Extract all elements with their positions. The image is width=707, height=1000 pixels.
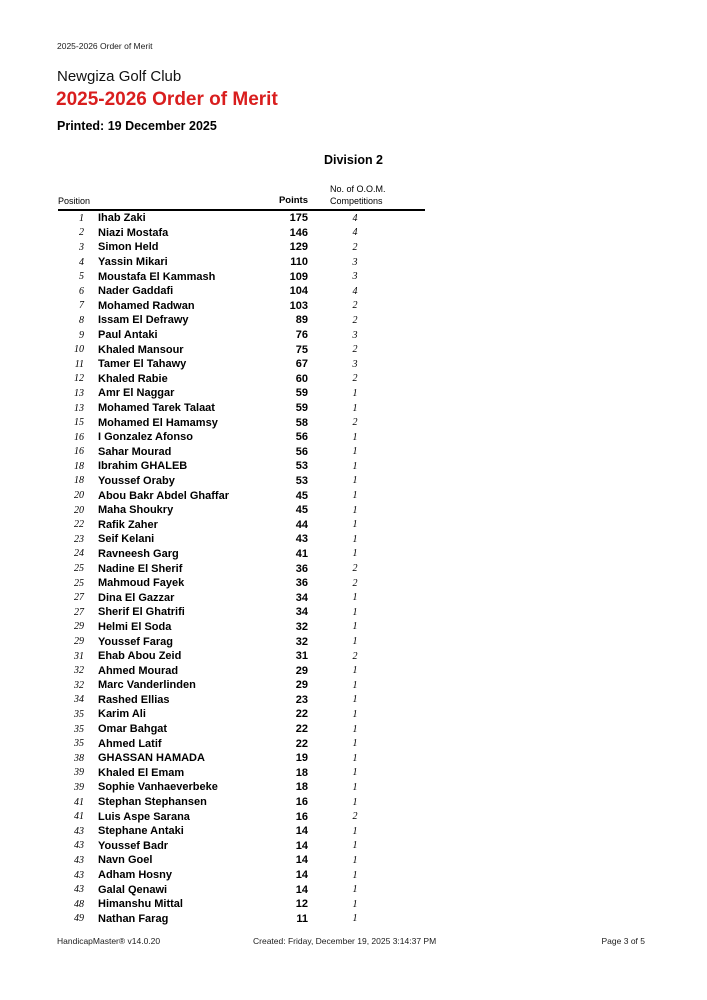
row-player-name: Galal Qenawi <box>98 883 168 896</box>
row-points: 14 <box>295 839 308 852</box>
row-position: 6 <box>79 285 84 297</box>
row-player-name: Ahmed Latif <box>98 737 162 750</box>
row-player-name: Mohamed El Hamamsy <box>98 416 218 429</box>
row-position: 29 <box>74 621 84 633</box>
row-position: 15 <box>74 417 84 429</box>
row-points: 58 <box>295 416 308 429</box>
row-points: 36 <box>295 562 308 575</box>
row-competitions: 1 <box>352 402 358 414</box>
table-row <box>58 459 425 474</box>
row-points: 22 <box>295 737 308 750</box>
row-player-name: I Gonzalez Afonso <box>98 431 193 444</box>
row-competitions: 3 <box>352 358 358 370</box>
row-competitions: 1 <box>352 854 358 866</box>
row-competitions: 2 <box>352 344 358 356</box>
row-player-name: Rafik Zaher <box>98 518 158 531</box>
table-row <box>58 255 425 270</box>
row-position: 20 <box>74 504 84 516</box>
row-points: 34 <box>295 591 308 604</box>
row-player-name: Khaled Mansour <box>98 343 184 356</box>
points-column-header: Points <box>278 195 308 206</box>
table-row <box>58 240 425 255</box>
row-points: 75 <box>295 343 308 356</box>
row-position: 39 <box>74 781 84 793</box>
row-competitions: 1 <box>352 606 358 618</box>
row-position: 43 <box>74 840 84 852</box>
table-body <box>58 211 425 926</box>
row-position: 13 <box>74 402 84 414</box>
row-points: 32 <box>295 635 308 648</box>
row-competitions: 1 <box>352 767 358 779</box>
row-position: 23 <box>74 533 84 545</box>
table-row <box>58 897 425 912</box>
row-player-name: Ravneesh Garg <box>98 547 179 560</box>
table-row <box>58 853 425 868</box>
row-position: 35 <box>74 738 84 750</box>
row-competitions: 1 <box>352 679 358 691</box>
row-points: 45 <box>295 489 308 502</box>
row-position: 27 <box>74 606 84 618</box>
table-row <box>58 882 425 897</box>
row-points: 43 <box>295 533 308 546</box>
row-player-name: Ihab Zaki <box>98 212 146 225</box>
row-player-name: Nader Gaddafi <box>98 285 174 298</box>
table-row <box>58 605 425 620</box>
table-row <box>58 547 425 562</box>
row-player-name: Stephane Antaki <box>98 825 184 838</box>
table-row <box>58 663 425 678</box>
row-competitions: 1 <box>352 708 358 720</box>
table-row <box>58 415 425 430</box>
row-competitions: 2 <box>352 811 358 823</box>
row-competitions: 2 <box>352 373 358 385</box>
row-player-name: Mohamed Radwan <box>98 299 195 312</box>
row-points: 129 <box>289 241 308 254</box>
row-player-name: Paul Antaki <box>98 329 158 342</box>
row-competitions: 3 <box>352 256 358 268</box>
row-points: 34 <box>295 606 308 619</box>
row-points: 14 <box>295 854 308 867</box>
row-player-name: Khaled Rabie <box>98 372 168 385</box>
row-points: 59 <box>295 387 308 400</box>
row-points: 19 <box>295 752 308 765</box>
table-row <box>58 590 425 605</box>
table-row <box>58 736 425 751</box>
table-row <box>58 839 425 854</box>
row-points: 16 <box>295 810 308 823</box>
table-row <box>58 693 425 708</box>
row-points: 146 <box>289 226 308 239</box>
row-position: 25 <box>74 563 84 575</box>
table-row <box>58 766 425 781</box>
row-points: 29 <box>295 679 308 692</box>
row-competitions: 2 <box>352 577 358 589</box>
row-player-name: Ahmed Mourad <box>98 664 179 677</box>
row-points: 14 <box>295 869 308 882</box>
row-competitions: 1 <box>352 431 358 443</box>
row-player-name: Seif Kelani <box>98 533 155 546</box>
row-competitions: 1 <box>352 592 358 604</box>
row-points: 29 <box>295 664 308 677</box>
row-player-name: Nadine El Sherif <box>98 562 183 575</box>
table-row <box>58 780 425 795</box>
table-row <box>58 430 425 445</box>
row-points: 110 <box>290 256 308 269</box>
row-position: 2 <box>79 227 84 239</box>
created-timestamp: Created: Friday, December 19, 2025 3:14:37 PM <box>253 936 437 946</box>
row-points: 22 <box>295 723 308 736</box>
row-competitions: 1 <box>352 840 358 852</box>
row-points: 12 <box>295 898 308 911</box>
row-player-name: Tamer El Tahawy <box>98 358 187 371</box>
row-competitions: 1 <box>352 665 358 677</box>
row-player-name: Ehab Abou Zeid <box>98 650 182 663</box>
row-player-name: Himanshu Mittal <box>98 898 183 911</box>
row-player-name: Omar Bahgat <box>98 723 168 736</box>
row-position: 7 <box>79 300 84 312</box>
table-row <box>58 620 425 635</box>
row-position: 38 <box>74 752 84 764</box>
row-competitions: 1 <box>352 796 358 808</box>
row-player-name: Navn Goel <box>98 854 153 867</box>
table-row <box>58 269 425 284</box>
row-points: 56 <box>295 431 308 444</box>
row-position: 43 <box>74 825 84 837</box>
row-position: 43 <box>74 884 84 896</box>
row-competitions: 4 <box>352 285 358 297</box>
row-competitions: 1 <box>352 869 358 881</box>
row-points: 14 <box>295 825 308 838</box>
row-competitions: 2 <box>352 241 358 253</box>
row-player-name: Mahmoud Fayek <box>98 577 185 590</box>
table-row <box>58 372 425 387</box>
table-row <box>58 474 425 489</box>
row-points: 76 <box>295 329 308 342</box>
table-row <box>58 488 425 503</box>
row-points: 175 <box>289 212 308 225</box>
row-player-name: Luis Aspe Sarana <box>98 810 190 823</box>
row-points: 56 <box>295 445 308 458</box>
table-row <box>58 284 425 299</box>
row-competitions: 4 <box>352 212 358 224</box>
row-position: 35 <box>74 723 84 735</box>
position-column-header: Position <box>58 196 91 206</box>
row-competitions: 3 <box>352 271 358 283</box>
running-header: 2025-2026 Order of Merit <box>57 41 153 51</box>
row-position: 11 <box>74 358 84 370</box>
table-row <box>58 576 425 591</box>
competitions-header-line2: Competitions <box>330 195 383 206</box>
row-position: 18 <box>74 460 84 472</box>
row-points: 44 <box>295 518 308 531</box>
row-position: 49 <box>74 913 84 925</box>
row-points: 32 <box>295 620 308 633</box>
row-position: 12 <box>74 373 84 385</box>
row-player-name: Mohamed Tarek Talaat <box>98 402 215 415</box>
row-position: 25 <box>74 577 84 589</box>
row-player-name: Karim Ali <box>98 708 146 721</box>
table-row <box>58 634 425 649</box>
row-position: 24 <box>74 548 84 560</box>
table-row <box>58 678 425 693</box>
table-row <box>58 561 425 576</box>
table-row <box>58 532 425 547</box>
row-position: 13 <box>74 387 84 399</box>
row-player-name: Dina El Gazzar <box>98 591 175 604</box>
row-competitions: 1 <box>352 898 358 910</box>
row-player-name: Amr El Naggar <box>98 387 175 400</box>
table-row <box>58 445 425 460</box>
row-points: 53 <box>295 474 308 487</box>
row-player-name: Issam El Defrawy <box>98 314 189 327</box>
table-row <box>58 824 425 839</box>
report-title: 2025-2026 Order of Merit <box>56 89 278 110</box>
row-competitions: 1 <box>352 621 358 633</box>
table-row <box>58 328 425 343</box>
row-player-name: Yassin Mikari <box>98 256 168 269</box>
row-player-name: Simon Held <box>98 241 159 254</box>
row-competitions: 1 <box>352 548 358 560</box>
table-row <box>58 517 425 532</box>
table-row <box>58 342 425 357</box>
club-name: Newgiza Golf Club <box>57 68 182 85</box>
row-player-name: Khaled El Emam <box>98 766 185 779</box>
row-position: 8 <box>79 314 84 326</box>
row-points: 89 <box>295 314 308 327</box>
row-player-name: Abou Bakr Abdel Ghaffar <box>98 489 229 502</box>
printed-date: Printed: 19 December 2025 <box>57 119 217 133</box>
row-competitions: 1 <box>352 504 358 516</box>
table-row <box>58 809 425 824</box>
table-row <box>58 707 425 722</box>
row-competitions: 2 <box>352 417 358 429</box>
row-player-name: Adham Hosny <box>98 869 172 882</box>
row-competitions: 2 <box>352 650 358 662</box>
row-points: 18 <box>295 766 308 779</box>
row-competitions: 1 <box>352 490 358 502</box>
row-player-name: Niazi Mostafa <box>98 226 169 239</box>
competitions-column-header <box>330 184 386 207</box>
row-competitions: 2 <box>352 300 358 312</box>
row-competitions: 1 <box>352 884 358 896</box>
row-position: 20 <box>74 490 84 502</box>
row-position: 10 <box>74 344 84 356</box>
row-points: 16 <box>295 796 308 809</box>
row-competitions: 1 <box>352 825 358 837</box>
row-points: 11 <box>296 912 308 925</box>
row-points: 109 <box>289 270 308 283</box>
row-position: 9 <box>79 329 84 341</box>
table-header-row <box>58 183 425 211</box>
row-competitions: 1 <box>352 387 358 399</box>
row-points: 22 <box>295 708 308 721</box>
row-position: 39 <box>74 767 84 779</box>
row-points: 104 <box>289 285 308 298</box>
row-points: 41 <box>295 547 308 560</box>
row-points: 53 <box>295 460 308 473</box>
row-position: 31 <box>74 650 84 662</box>
row-player-name: Youssef Oraby <box>98 474 175 487</box>
row-competitions: 3 <box>352 329 358 341</box>
table-row <box>58 868 425 883</box>
row-player-name: Moustafa El Kammash <box>98 270 216 283</box>
row-position: 29 <box>74 636 84 648</box>
row-position: 41 <box>74 811 84 823</box>
table-row <box>58 299 425 314</box>
row-position: 35 <box>74 708 84 720</box>
division-title: Division 2 <box>323 153 384 167</box>
row-points: 23 <box>295 693 308 706</box>
row-competitions: 2 <box>352 563 358 575</box>
row-competitions: 1 <box>352 752 358 764</box>
row-points: 67 <box>295 358 308 371</box>
row-position: 1 <box>79 212 84 224</box>
row-position: 16 <box>74 446 84 458</box>
row-competitions: 1 <box>352 913 358 925</box>
row-competitions: 1 <box>352 636 358 648</box>
row-competitions: 2 <box>352 314 358 326</box>
row-competitions: 1 <box>352 460 358 472</box>
row-player-name: Youssef Farag <box>98 635 173 648</box>
row-player-name: GHASSAN HAMADA <box>98 752 205 765</box>
row-points: 59 <box>295 402 308 415</box>
table-row <box>58 211 425 226</box>
row-player-name: Ibrahim GHALEB <box>98 460 188 473</box>
row-player-name: Stephan Stephansen <box>98 796 207 809</box>
row-competitions: 1 <box>352 475 358 487</box>
page-number: Page 3 of 5 <box>601 936 645 946</box>
row-points: 103 <box>289 299 308 312</box>
row-position: 5 <box>79 271 84 283</box>
table-row <box>58 313 425 328</box>
row-position: 32 <box>74 679 84 691</box>
row-position: 41 <box>74 796 84 808</box>
table-row <box>58 386 425 401</box>
row-position: 48 <box>74 898 84 910</box>
order-of-merit-table <box>58 183 425 926</box>
row-points: 14 <box>295 883 308 896</box>
row-position: 16 <box>74 431 84 443</box>
row-competitions: 1 <box>352 781 358 793</box>
row-points: 31 <box>295 650 308 663</box>
row-points: 45 <box>295 504 308 517</box>
row-position: 34 <box>74 694 84 706</box>
row-player-name: Marc Vanderlinden <box>98 679 196 692</box>
row-player-name: Rashed Ellias <box>98 693 170 706</box>
table-row <box>58 357 425 372</box>
row-points: 36 <box>295 577 308 590</box>
row-position: 32 <box>74 665 84 677</box>
row-points: 18 <box>295 781 308 794</box>
row-player-name: Youssef Badr <box>98 839 169 852</box>
row-competitions: 1 <box>352 446 358 458</box>
row-position: 43 <box>74 869 84 881</box>
row-competitions: 4 <box>352 227 358 239</box>
row-player-name: Helmi El Soda <box>98 620 172 633</box>
row-points: 60 <box>295 372 308 385</box>
row-competitions: 1 <box>352 694 358 706</box>
software-version: HandicapMaster® v14.0.20 <box>57 936 161 946</box>
table-row <box>58 722 425 737</box>
row-player-name: Maha Shoukry <box>98 504 174 517</box>
table-row <box>58 912 425 927</box>
table-row <box>58 751 425 766</box>
table-row <box>58 226 425 241</box>
row-competitions: 1 <box>352 533 358 545</box>
row-position: 27 <box>74 592 84 604</box>
row-position: 4 <box>79 256 84 268</box>
row-position: 3 <box>79 241 84 253</box>
row-competitions: 1 <box>352 738 358 750</box>
table-row <box>58 503 425 518</box>
row-player-name: Sophie Vanhaeverbeke <box>98 781 218 794</box>
table-row <box>58 795 425 810</box>
row-competitions: 1 <box>352 519 358 531</box>
row-player-name: Sahar Mourad <box>98 445 172 458</box>
row-position: 18 <box>74 475 84 487</box>
competitions-header-line1: No. of O.O.M. <box>330 184 386 194</box>
row-player-name: Sherif El Ghatrifi <box>98 606 185 619</box>
row-position: 22 <box>74 519 84 531</box>
row-player-name: Nathan Farag <box>98 912 169 925</box>
table-row <box>58 401 425 416</box>
row-competitions: 1 <box>352 723 358 735</box>
row-position: 43 <box>74 854 84 866</box>
table-row <box>58 649 425 664</box>
